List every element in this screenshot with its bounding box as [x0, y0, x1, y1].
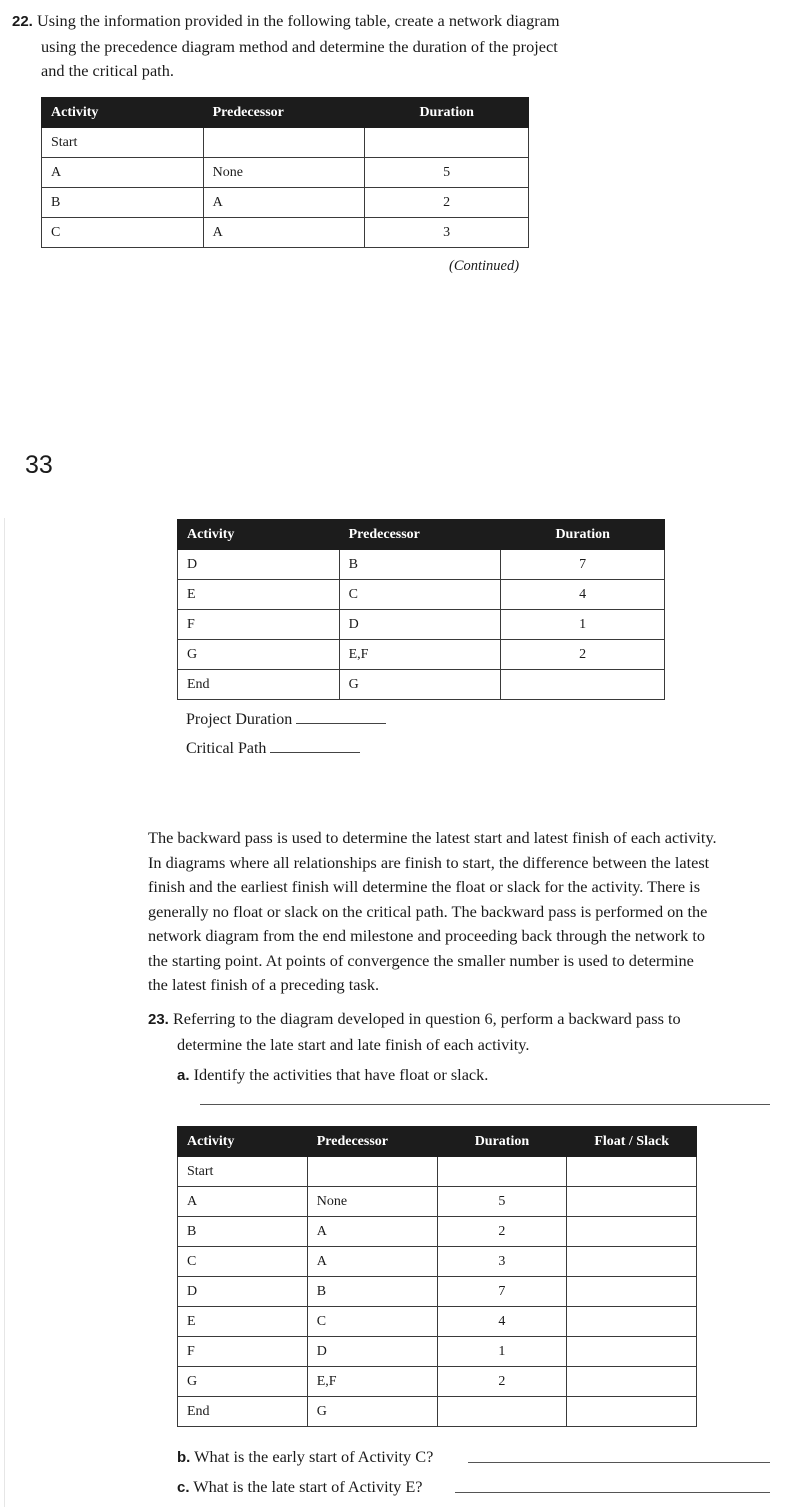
page-number: 33 — [25, 451, 53, 479]
header-predecessor: Predecessor — [203, 98, 365, 128]
cell-float-slack[interactable] — [567, 1247, 697, 1277]
cell-activity: D — [178, 550, 340, 580]
cell-activity: B — [42, 188, 204, 218]
table-row — [42, 188, 529, 218]
table-row — [42, 218, 529, 248]
cell-predecessor: E,F — [307, 1367, 437, 1397]
cell-predecessor: None — [203, 158, 365, 188]
question-23-a-label: a. — [177, 1067, 190, 1084]
header-duration: Duration — [501, 520, 665, 550]
table-row — [42, 158, 529, 188]
paragraph-line: finish and the earliest finish will determine the float or slack for the activity. There is — [148, 877, 701, 896]
table-row — [178, 1397, 697, 1427]
question-23-c — [177, 1475, 423, 1501]
cell-activity: C — [178, 1247, 308, 1277]
cell-duration: 1 — [501, 610, 665, 640]
cell-predecessor: G — [307, 1397, 437, 1427]
cell-float-slack[interactable] — [567, 1367, 697, 1397]
cell-duration: 2 — [437, 1367, 567, 1397]
cell-activity: E — [178, 580, 340, 610]
question-23-line-2: determine the late start and late finish of each activity. — [177, 1034, 530, 1054]
table-row — [178, 640, 665, 670]
question-23-number: 23. — [148, 1011, 169, 1028]
question-23-c-label: c. — [177, 1479, 190, 1496]
header-duration: Duration — [365, 98, 529, 128]
cell-duration: 2 — [365, 188, 529, 218]
cell-predecessor: A — [203, 218, 365, 248]
cell-predecessor: D — [307, 1337, 437, 1367]
cell-activity: A — [42, 158, 204, 188]
question-23-line-1 — [148, 1007, 778, 1033]
cell-duration: 5 — [365, 158, 529, 188]
table-row — [178, 610, 665, 640]
question-22-number: 22. — [12, 13, 33, 30]
cell-activity: E — [178, 1307, 308, 1337]
cell-float-slack[interactable] — [567, 1157, 697, 1187]
cell-predecessor: A — [307, 1217, 437, 1247]
table-row — [178, 1277, 697, 1307]
table-23-header-row — [178, 1127, 697, 1157]
paragraph-line: network diagram from the end milestone and proceeding back through the network to — [148, 926, 706, 945]
project-duration-blank[interactable] — [296, 723, 386, 724]
critical-path-label: Critical Path — [186, 740, 267, 757]
table-22-header-row — [42, 98, 529, 128]
critical-path-blank[interactable] — [270, 752, 360, 753]
cell-activity: B — [178, 1217, 308, 1247]
question-23-b — [177, 1445, 433, 1471]
cell-predecessor — [307, 1157, 437, 1187]
table-row — [178, 1187, 697, 1217]
question-23-b-label: b. — [177, 1449, 191, 1466]
table-22-activities — [41, 97, 529, 248]
table-22-cont-header-row — [178, 520, 665, 550]
paragraph-line: the latest finish of a preceding task. — [148, 975, 380, 994]
cell-predecessor: E,F — [339, 640, 501, 670]
cell-predecessor: B — [307, 1277, 437, 1307]
cell-float-slack[interactable] — [567, 1397, 697, 1427]
cell-float-slack[interactable] — [567, 1307, 697, 1337]
cell-duration — [501, 670, 665, 700]
cell-duration — [437, 1157, 567, 1187]
cell-float-slack[interactable] — [567, 1217, 697, 1247]
cell-predecessor: D — [339, 610, 501, 640]
table-row — [178, 1217, 697, 1247]
cell-duration: 2 — [437, 1217, 567, 1247]
cell-predecessor: None — [307, 1187, 437, 1217]
cell-float-slack[interactable] — [567, 1277, 697, 1307]
header-activity: Activity — [178, 1127, 308, 1157]
project-duration-label: Project Duration — [186, 711, 293, 728]
project-duration-line — [186, 711, 386, 729]
cell-activity: D — [178, 1277, 308, 1307]
table-row — [178, 1367, 697, 1397]
cell-activity: Start — [178, 1157, 308, 1187]
table-row — [178, 1337, 697, 1367]
page-edge-divider — [4, 518, 5, 1507]
table-23-float — [177, 1126, 697, 1427]
header-predecessor: Predecessor — [339, 520, 501, 550]
table-row — [178, 670, 665, 700]
cell-activity: End — [178, 670, 340, 700]
question-22-text-1: Using the information provided in the following table, create a network diagram — [36, 11, 560, 30]
cell-predecessor — [203, 128, 365, 158]
cell-predecessor: C — [307, 1307, 437, 1337]
question-22-line-3: and the critical path. — [41, 61, 174, 80]
cell-activity: G — [178, 640, 340, 670]
cell-duration: 3 — [365, 218, 529, 248]
cell-duration: 1 — [437, 1337, 567, 1367]
cell-duration — [437, 1397, 567, 1427]
table-row — [178, 550, 665, 580]
paragraph-line: the starting point. At points of convergence the smaller number is used to determine — [148, 950, 694, 970]
cell-activity: F — [178, 1337, 308, 1367]
cell-activity: A — [178, 1187, 308, 1217]
cell-duration: 7 — [437, 1277, 567, 1307]
cell-activity: C — [42, 218, 204, 248]
paragraph-line: The backward pass is used to determine the latest start and latest finish of each activity. — [148, 828, 717, 847]
cell-duration: 7 — [501, 550, 665, 580]
paragraph-line: In diagrams where all relationships are finish to start, the difference between the latest — [148, 852, 710, 872]
cell-duration: 3 — [437, 1247, 567, 1277]
critical-path-line — [186, 740, 360, 758]
cell-predecessor: G — [339, 670, 501, 700]
answer-line-c[interactable] — [455, 1492, 770, 1493]
question-22-line-2: using the precedence diagram method and determine the duration of the project — [41, 36, 558, 56]
header-predecessor: Predecessor — [307, 1127, 437, 1157]
question-22-line-1 — [12, 9, 652, 35]
cell-predecessor: A — [307, 1247, 437, 1277]
backward-pass-paragraph — [148, 826, 778, 998]
cell-activity: End — [178, 1397, 308, 1427]
paragraph-line: generally no float or slack on the critical path. The backward pass is performed on the — [148, 901, 708, 921]
cell-predecessor: C — [339, 580, 501, 610]
question-23-a — [148, 1063, 778, 1089]
cell-activity: F — [178, 610, 340, 640]
header-activity: Activity — [42, 98, 204, 128]
continued-note: (Continued) — [449, 258, 520, 274]
table-row — [178, 580, 665, 610]
question-23-c-text: What is the late start of Activity E? — [193, 1477, 423, 1496]
cell-duration: 4 — [437, 1307, 567, 1337]
question-23 — [148, 1007, 778, 1089]
header-duration: Duration — [437, 1127, 567, 1157]
cell-activity: G — [178, 1367, 308, 1397]
table-22-continued — [177, 519, 665, 700]
cell-activity: Start — [42, 128, 204, 158]
cell-duration: 4 — [501, 580, 665, 610]
cell-float-slack[interactable] — [567, 1337, 697, 1367]
header-activity: Activity — [178, 520, 340, 550]
cell-duration: 2 — [501, 640, 665, 670]
table-row — [42, 128, 529, 158]
header-float-slack: Float / Slack — [567, 1127, 697, 1157]
table-row — [178, 1157, 697, 1187]
cell-predecessor: B — [339, 550, 501, 580]
question-23-a-text: Identify the activities that have float or slack. — [193, 1065, 489, 1084]
table-row — [178, 1247, 697, 1277]
question-23-text-1: Referring to the diagram developed in question 6, perform a backward pass to — [172, 1009, 681, 1028]
answer-line-b[interactable] — [468, 1462, 770, 1463]
cell-predecessor: A — [203, 188, 365, 218]
table-row — [178, 1307, 697, 1337]
cell-duration — [365, 128, 529, 158]
question-23-b-text: What is the early start of Activity C? — [194, 1447, 434, 1466]
cell-duration: 5 — [437, 1187, 567, 1217]
question-22 — [12, 9, 652, 84]
cell-float-slack[interactable] — [567, 1187, 697, 1217]
answer-line-a[interactable] — [200, 1104, 770, 1105]
